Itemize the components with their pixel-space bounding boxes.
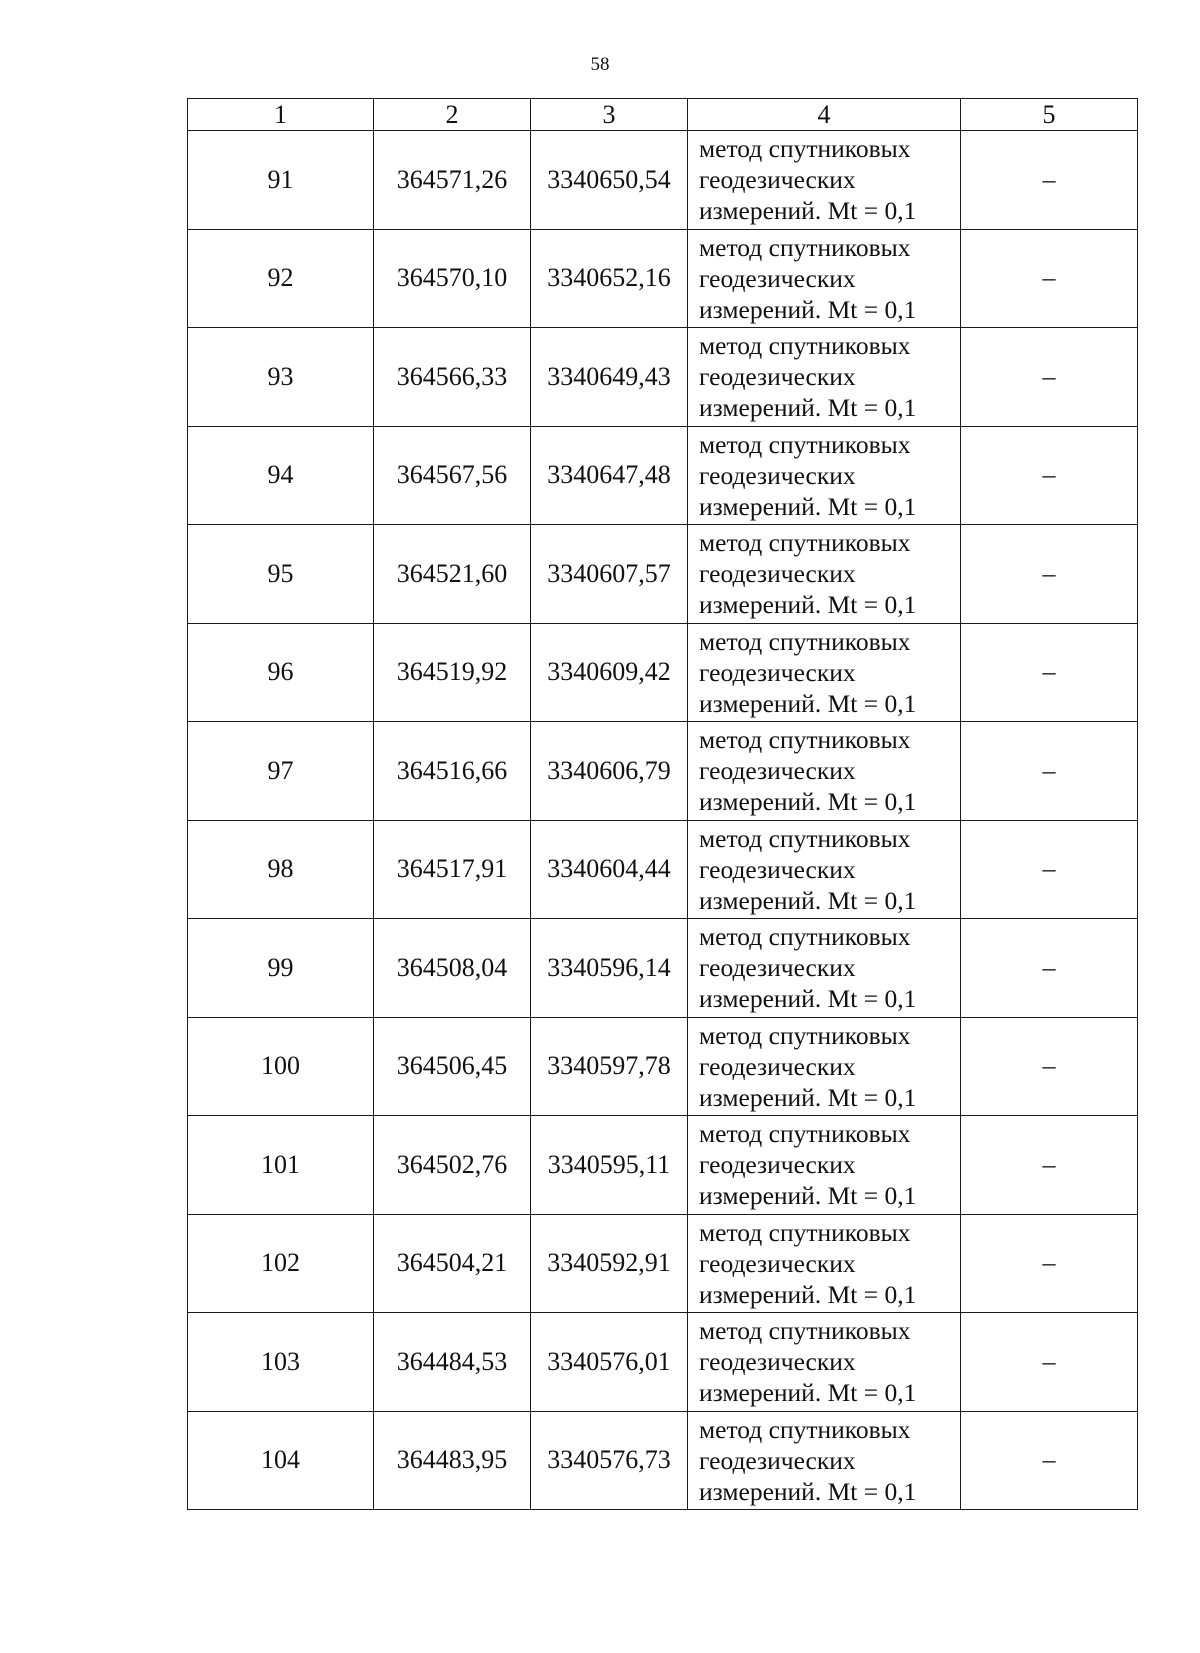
method-line: геодезических bbox=[699, 1445, 856, 1475]
point-number-cell: 104 bbox=[188, 1411, 374, 1510]
note-cell: – bbox=[961, 623, 1138, 722]
method-line: измерений. Mt = 0,1 bbox=[699, 491, 917, 521]
table-row bbox=[188, 1313, 1138, 1412]
x-coordinate-cell: 364502,76 bbox=[374, 1116, 531, 1215]
point-number-cell: 102 bbox=[188, 1214, 374, 1313]
header-row bbox=[188, 99, 1138, 131]
x-coordinate-cell: 364508,04 bbox=[374, 919, 531, 1018]
y-coordinate-cell: 3340606,79 bbox=[531, 722, 688, 821]
column-header-5: 5 bbox=[961, 99, 1138, 131]
table-row bbox=[188, 722, 1138, 821]
method-line: геодезических bbox=[699, 165, 856, 195]
x-coordinate-cell: 364521,60 bbox=[374, 525, 531, 624]
method-line: метод спутниковых bbox=[699, 331, 911, 361]
note-cell: – bbox=[961, 426, 1138, 525]
method-line: геодезических bbox=[699, 460, 856, 490]
y-coordinate-cell: 3340604,44 bbox=[531, 820, 688, 919]
method-line: геодезических bbox=[699, 1150, 856, 1180]
note-cell: – bbox=[961, 722, 1138, 821]
method-line: метод спутниковых bbox=[699, 134, 911, 164]
point-number-cell: 100 bbox=[188, 1017, 374, 1116]
x-coordinate-cell: 364516,66 bbox=[374, 722, 531, 821]
table-row bbox=[188, 426, 1138, 525]
column-header-1: 1 bbox=[188, 99, 374, 131]
x-coordinate-cell: 364504,21 bbox=[374, 1214, 531, 1313]
method-line: геодезических bbox=[699, 1051, 856, 1081]
method-line: измерений. Mt = 0,1 bbox=[699, 196, 917, 226]
table-row bbox=[188, 919, 1138, 1018]
y-coordinate-cell: 3340609,42 bbox=[531, 623, 688, 722]
column-header-4: 4 bbox=[688, 99, 961, 131]
method-line: геодезических bbox=[699, 854, 856, 884]
y-coordinate-cell: 3340647,48 bbox=[531, 426, 688, 525]
note-cell: – bbox=[961, 1214, 1138, 1313]
note-cell: – bbox=[961, 525, 1138, 624]
method-line: геодезических bbox=[699, 1248, 856, 1278]
method-line: метод спутниковых bbox=[699, 1020, 911, 1050]
table-row bbox=[188, 623, 1138, 722]
method-line: метод спутниковых bbox=[699, 1217, 911, 1247]
method-cell bbox=[688, 229, 961, 328]
method-cell bbox=[688, 820, 961, 919]
method-line: измерений. Mt = 0,1 bbox=[699, 1476, 917, 1506]
method-cell bbox=[688, 1313, 961, 1412]
point-number-cell: 98 bbox=[188, 820, 374, 919]
y-coordinate-cell: 3340649,43 bbox=[531, 328, 688, 427]
method-cell bbox=[688, 426, 961, 525]
column-header-3: 3 bbox=[531, 99, 688, 131]
point-number-cell: 101 bbox=[188, 1116, 374, 1215]
point-number-cell: 96 bbox=[188, 623, 374, 722]
method-cell bbox=[688, 131, 961, 230]
table-row bbox=[188, 1017, 1138, 1116]
y-coordinate-cell: 3340596,14 bbox=[531, 919, 688, 1018]
method-line: измерений. Mt = 0,1 bbox=[699, 1378, 917, 1408]
method-line: измерений. Mt = 0,1 bbox=[699, 1279, 917, 1309]
method-line: метод спутниковых bbox=[699, 429, 911, 459]
method-cell bbox=[688, 623, 961, 722]
x-coordinate-cell: 364566,33 bbox=[374, 328, 531, 427]
method-line: метод спутниковых bbox=[699, 725, 911, 755]
x-coordinate-cell: 364506,45 bbox=[374, 1017, 531, 1116]
x-coordinate-cell: 364570,10 bbox=[374, 229, 531, 328]
point-number-cell: 91 bbox=[188, 131, 374, 230]
method-line: геодезических bbox=[699, 362, 856, 392]
note-cell: – bbox=[961, 131, 1138, 230]
x-coordinate-cell: 364517,91 bbox=[374, 820, 531, 919]
method-line: геодезических bbox=[699, 1347, 856, 1377]
note-cell: – bbox=[961, 1116, 1138, 1215]
method-cell bbox=[688, 1411, 961, 1510]
method-cell bbox=[688, 1017, 961, 1116]
table-body bbox=[188, 131, 1138, 1510]
note-cell: – bbox=[961, 919, 1138, 1018]
method-line: метод спутниковых bbox=[699, 626, 911, 656]
method-line: метод спутниковых bbox=[699, 528, 911, 558]
table-row bbox=[188, 229, 1138, 328]
method-line: геодезических bbox=[699, 559, 856, 589]
note-cell: – bbox=[961, 820, 1138, 919]
y-coordinate-cell: 3340597,78 bbox=[531, 1017, 688, 1116]
point-number-cell: 93 bbox=[188, 328, 374, 427]
x-coordinate-cell: 364483,95 bbox=[374, 1411, 531, 1510]
point-number-cell: 95 bbox=[188, 525, 374, 624]
y-coordinate-cell: 3340650,54 bbox=[531, 131, 688, 230]
method-line: измерений. Mt = 0,1 bbox=[699, 294, 917, 324]
point-number-cell: 92 bbox=[188, 229, 374, 328]
point-number-cell: 97 bbox=[188, 722, 374, 821]
note-cell: – bbox=[961, 1313, 1138, 1412]
method-line: метод спутниковых bbox=[699, 1119, 911, 1149]
method-cell bbox=[688, 1214, 961, 1313]
note-cell: – bbox=[961, 1411, 1138, 1510]
method-line: метод спутниковых bbox=[699, 1414, 911, 1444]
note-cell: – bbox=[961, 229, 1138, 328]
note-cell: – bbox=[961, 1017, 1138, 1116]
x-coordinate-cell: 364567,56 bbox=[374, 426, 531, 525]
method-line: метод спутниковых bbox=[699, 922, 911, 952]
y-coordinate-cell: 3340607,57 bbox=[531, 525, 688, 624]
method-line: измерений. Mt = 0,1 bbox=[699, 1082, 917, 1112]
x-coordinate-cell: 364484,53 bbox=[374, 1313, 531, 1412]
table-row bbox=[188, 131, 1138, 230]
x-coordinate-cell: 364519,92 bbox=[374, 623, 531, 722]
method-line: измерений. Mt = 0,1 bbox=[699, 393, 917, 423]
table-row bbox=[188, 1116, 1138, 1215]
y-coordinate-cell: 3340592,91 bbox=[531, 1214, 688, 1313]
method-line: геодезических bbox=[699, 756, 856, 786]
point-number-cell: 94 bbox=[188, 426, 374, 525]
page-number: 58 bbox=[590, 54, 610, 75]
method-cell bbox=[688, 1116, 961, 1215]
method-cell bbox=[688, 328, 961, 427]
y-coordinate-cell: 3340576,01 bbox=[531, 1313, 688, 1412]
method-line: измерений. Mt = 0,1 bbox=[699, 688, 917, 718]
method-cell bbox=[688, 919, 961, 1018]
method-cell bbox=[688, 722, 961, 821]
point-number-cell: 99 bbox=[188, 919, 374, 1018]
method-line: метод спутниковых bbox=[699, 232, 911, 262]
point-number-cell: 103 bbox=[188, 1313, 374, 1412]
method-line: измерений. Mt = 0,1 bbox=[699, 984, 917, 1014]
table-row bbox=[188, 820, 1138, 919]
method-line: измерений. Mt = 0,1 bbox=[699, 590, 917, 620]
column-header-2: 2 bbox=[374, 99, 531, 131]
method-line: измерений. Mt = 0,1 bbox=[699, 885, 917, 915]
table-row bbox=[188, 525, 1138, 624]
method-line: метод спутниковых bbox=[699, 1316, 911, 1346]
method-line: измерений. Mt = 0,1 bbox=[699, 787, 917, 817]
table-row bbox=[188, 1411, 1138, 1510]
table-row bbox=[188, 1214, 1138, 1313]
coordinates-table bbox=[187, 98, 1138, 1510]
method-line: геодезических bbox=[699, 263, 856, 293]
y-coordinate-cell: 3340595,11 bbox=[531, 1116, 688, 1215]
y-coordinate-cell: 3340652,16 bbox=[531, 229, 688, 328]
note-cell: – bbox=[961, 328, 1138, 427]
x-coordinate-cell: 364571,26 bbox=[374, 131, 531, 230]
method-cell bbox=[688, 525, 961, 624]
method-line: метод спутниковых bbox=[699, 823, 911, 853]
method-line: геодезических bbox=[699, 657, 856, 687]
table-row bbox=[188, 328, 1138, 427]
method-line: геодезических bbox=[699, 953, 856, 983]
y-coordinate-cell: 3340576,73 bbox=[531, 1411, 688, 1510]
method-line: измерений. Mt = 0,1 bbox=[699, 1181, 917, 1211]
